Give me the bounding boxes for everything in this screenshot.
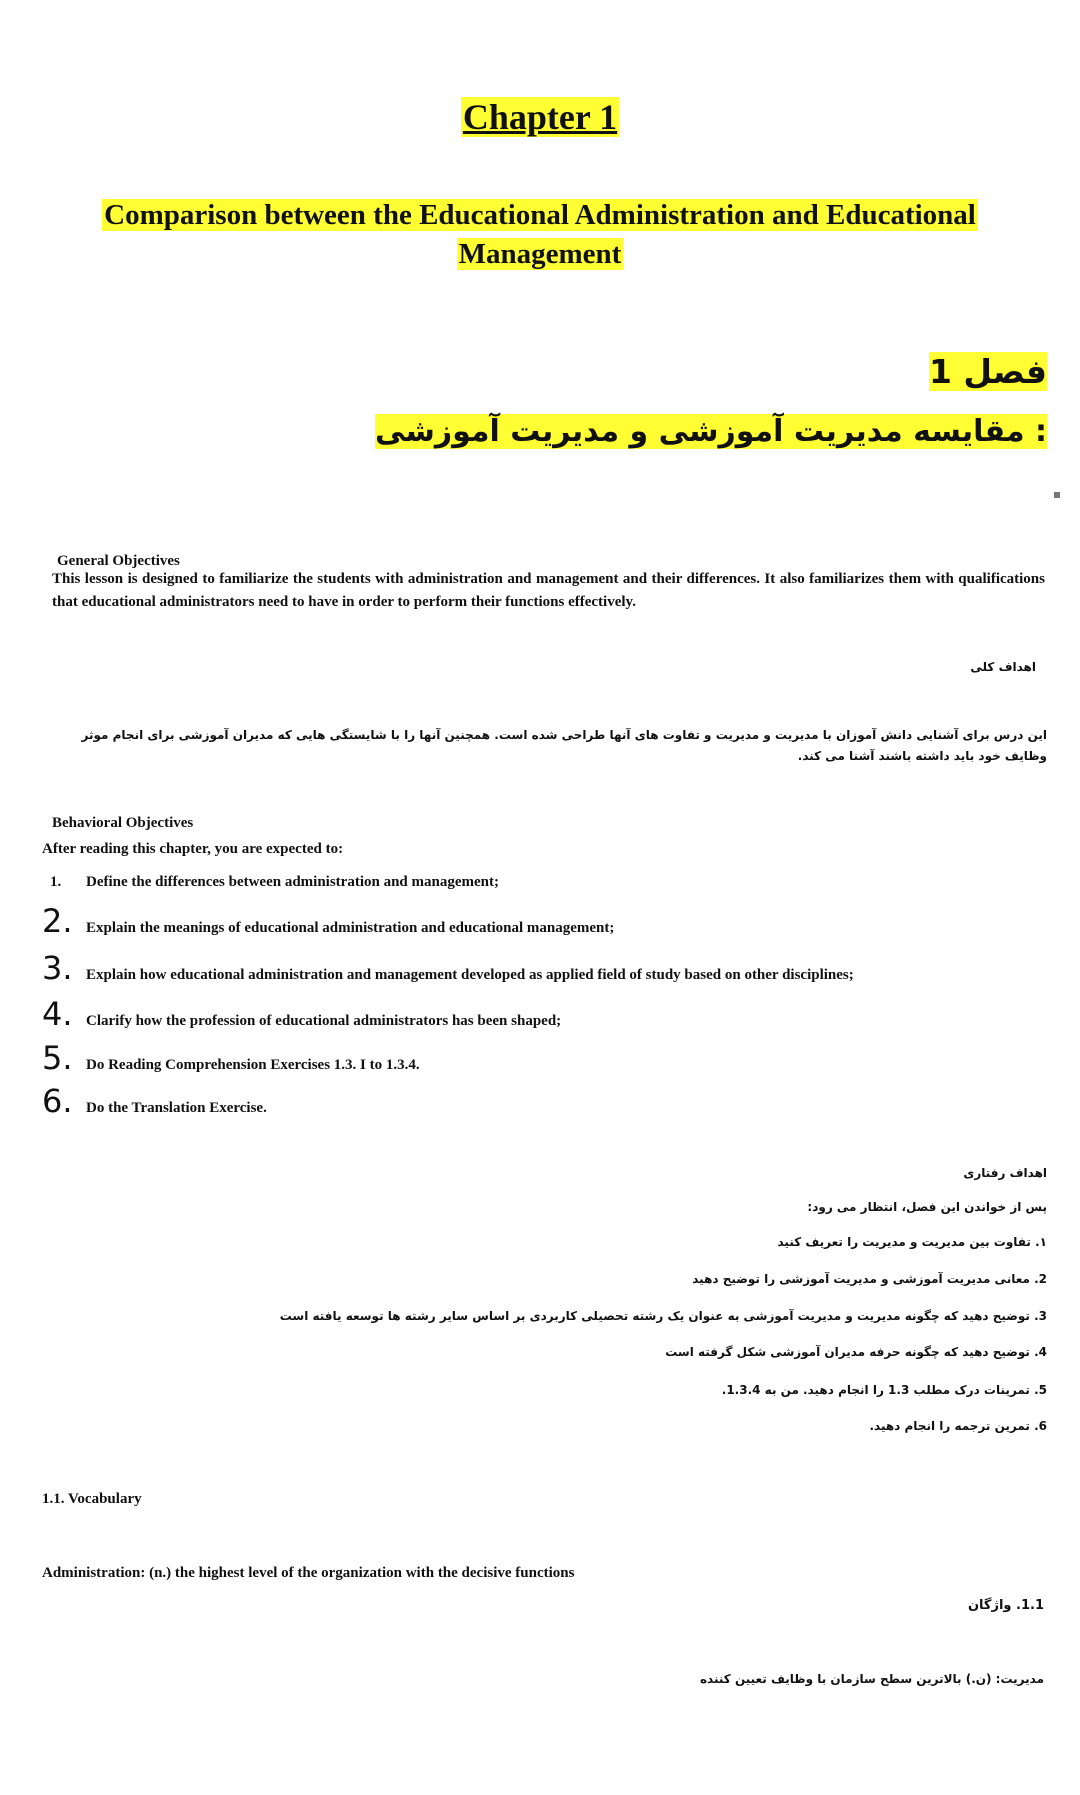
objective-number: 4. bbox=[42, 995, 73, 1033]
chapter-heading bbox=[0, 96, 1080, 138]
chapter-heading-text: Chapter 1 bbox=[462, 97, 618, 137]
fa-objective-item: 6. تمرین ترجمه را انجام دهید. bbox=[869, 1419, 1047, 1433]
fa-general-objectives-heading: اهداف کلی bbox=[970, 660, 1036, 674]
objective-text: Define the differences between administration and management; bbox=[86, 874, 500, 890]
chapter-title-line2: Management bbox=[458, 238, 622, 270]
fa-vocabulary-heading: 1.1. واژگان bbox=[967, 1598, 1044, 1613]
behavioral-objectives-heading: Behavioral Objectives bbox=[52, 815, 194, 831]
fa-objective-item: 3. توضیح دهید که چگونه مدیریت و مدیریت آموزشی به عنوان یک رشته تحصیلی کاربردی بر اساس سایر رشته ها توسعه یافته است bbox=[279, 1309, 1047, 1323]
objective-item bbox=[42, 1039, 420, 1077]
fa-behavioral-objectives-intro: پس از خواندن این فصل، انتظار می رود: bbox=[807, 1200, 1047, 1214]
objective-item bbox=[42, 995, 561, 1033]
objective-text: Explain the meanings of educational administration and educational management; bbox=[86, 920, 615, 936]
general-objectives-text: This lesson is designed to familiarize the students with administration and management and their differences. It also familiarizes them with qualifications that educational administrators need to have in order to perform their functions effectively. bbox=[52, 571, 1045, 610]
objective-number: 2. bbox=[42, 902, 73, 940]
objective-number: 5. bbox=[42, 1039, 73, 1077]
fa-general-objectives-text: این درس برای آشنایی دانش آموزان با مدیریت و مدیریت و تفاوت های آنها طراحی شده است. همچنین آنها را با شایستگی هایی که مدیران آموزشی برای انجام موثر وظایف خود باید داشته باشند آشنا می کند. bbox=[81, 728, 1047, 763]
objective-number: 3. bbox=[42, 949, 73, 987]
fa-objective-item: ۱. تفاوت بین مدیریت و مدیریت را تعریف کنید bbox=[777, 1235, 1047, 1249]
chapter-title-line1: Comparison between the Educational Administration and Educational bbox=[104, 199, 976, 231]
objective-text: Clarify how the profession of educational administrators has been shaped; bbox=[86, 1013, 562, 1029]
small-mark bbox=[1054, 492, 1060, 498]
fa-chapter-heading: فصل 1 bbox=[928, 352, 1047, 391]
objective-item bbox=[42, 1082, 267, 1120]
vocabulary-definition: Administration: (n.) the highest level of the organization with the decisive functions bbox=[42, 1565, 575, 1581]
vocabulary-heading: 1.1. Vocabulary bbox=[42, 1491, 142, 1507]
objective-number: 6. bbox=[42, 1082, 73, 1120]
fa-objective-item: 4. توضیح دهید که چگونه حرفه مدیران آموزشی شکل گرفته است bbox=[665, 1345, 1047, 1359]
fa-vocabulary-definition: مدیریت: (ن.) بالاترین سطح سازمان با وظایف تعیین کننده bbox=[699, 1672, 1044, 1686]
behavioral-objectives-intro: After reading this chapter, you are expected to: bbox=[42, 841, 344, 857]
objective-item bbox=[42, 874, 499, 891]
objective-number: 1. bbox=[50, 874, 62, 890]
general-objectives-heading: General Objectives bbox=[57, 553, 180, 569]
objective-item bbox=[42, 902, 614, 940]
fa-behavioral-objectives-heading: اهداف رفتاری bbox=[963, 1166, 1047, 1180]
objective-text: Do the Translation Exercise. bbox=[86, 1100, 267, 1116]
chapter-title bbox=[0, 196, 1080, 274]
objective-text: Do Reading Comprehension Exercises 1.3. I to 1.3.4. bbox=[86, 1057, 420, 1073]
fa-objective-item: 2. معانی مدیریت آموزشی و مدیریت آموزشی را توضیح دهید bbox=[692, 1272, 1047, 1286]
fa-chapter-title: : مقایسه مدیریت آموزشی و مدیریت آموزشی bbox=[374, 414, 1047, 449]
objective-item bbox=[42, 949, 854, 987]
objective-text: Explain how educational administration and management developed as applied field of study based on other disciplines; bbox=[86, 967, 854, 983]
fa-objective-item: 5. تمرینات درک مطلب 1.3 را انجام دهید. من به 1.3.4. bbox=[721, 1383, 1047, 1397]
